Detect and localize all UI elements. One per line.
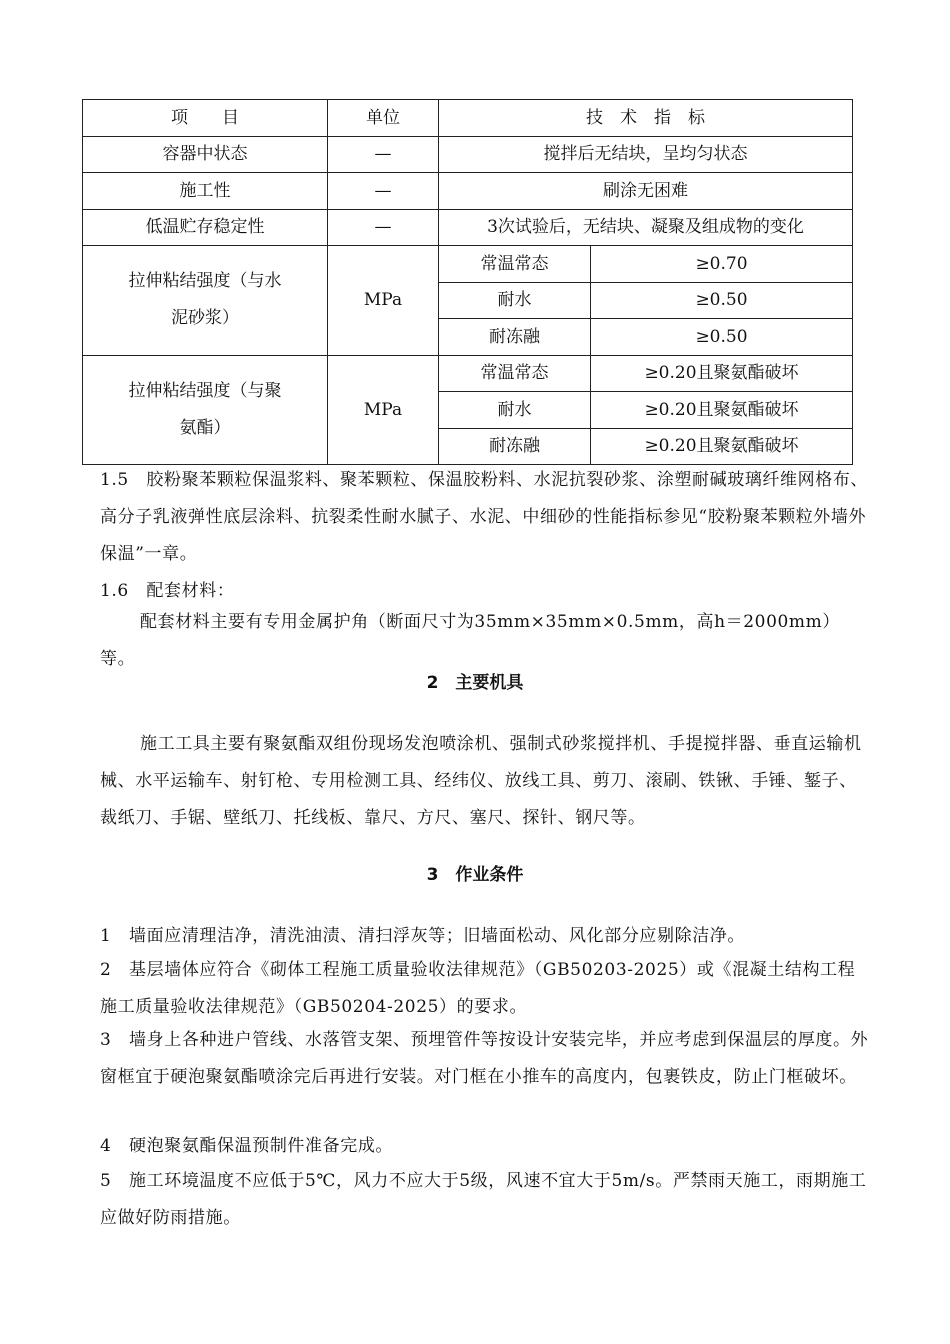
paragraph-1-6-body: 配套材料主要有专用金属护角（断面尺寸为35mm×35mm×0.5mm，高h＝2000mm）等。 [100,612,840,669]
header-spec: 技 术 指 标 [439,100,853,137]
cell-value: ≥0.20且聚氨酯破坏 [591,355,853,392]
section-heading-tools: 2 主要机具 [426,673,524,693]
cell-condition: 耐冻融 [439,428,591,465]
condition-item-4: 4 硬泡聚氨酯保温预制件准备完成。 [100,1136,394,1156]
cell-spec: 刷涂无困难 [439,173,853,210]
header-item: 项 目 [83,100,328,137]
cell-spec: 搅拌后无结块，呈均匀状态 [439,136,853,173]
cell-condition: 常温常态 [439,355,591,392]
cell-item: 施工性 [83,173,328,210]
cell-unit: — [328,173,439,210]
cell-value: ≥0.20且聚氨酯破坏 [591,428,853,465]
paragraph-1-5: 1.5 胶粉聚苯颗粒保温浆料、聚苯颗粒、保温胶粉料、水泥抗裂砂浆、涂塑耐碱玻璃纤维网格布、高分子乳液弹性底层涂料、抗裂柔性耐水腻子、水泥、中细砂的性能指标参见“胶粉聚苯颗粒外墙外保温”一章。 [100,470,869,564]
table-row [83,246,853,283]
cell-condition: 耐水 [439,282,591,319]
table-row [83,209,853,246]
cell-item: 低温贮存稳定性 [83,209,328,246]
performance-spec-table [82,99,853,465]
paragraph-1-6-title: 1.6 配套材料： [100,581,235,601]
cell-item-group2: 拉伸粘结强度（与聚氨酯） [83,355,328,465]
table-row [83,136,853,173]
cell-value: ≥0.70 [591,246,853,283]
cell-condition: 常温常态 [439,246,591,283]
cell-item-group1: 拉伸粘结强度（与水泥砂浆） [83,246,328,356]
cell-value: ≥0.50 [591,282,853,319]
cell-unit: — [328,136,439,173]
section-heading-conditions: 3 作业条件 [426,865,524,885]
cell-spec: 3次试验后，无结块、凝聚及组成物的变化 [439,209,853,246]
condition-item-2: 2 基层墙体应符合《砌体工程施工质量验收法律规范》（GB50203-2025）或《混凝土结构工程施工质量验收法律规范》（GB50204-2025）的要求。 [100,960,856,1017]
paragraph-tools: 施工工具主要有聚氨酯双组份现场发泡喷涂机、强制式砂浆搅拌机、手提搅拌器、垂直运输机械、水平运输车、射钉枪、专用检测工具、经纬仪、放线工具、剪刀、滚刷、铁锹、手锤、錾子、裁纸刀、手锯、壁纸刀、托线板、靠尺、方尺、塞尺、探针、钢尺等。 [100,734,862,828]
cell-condition: 耐水 [439,392,591,429]
cell-unit: — [328,209,439,246]
cell-item: 容器中状态 [83,136,328,173]
condition-item-5: 5 施工环境温度不应低于5℃，风力不应大于5级，风速不宜大于5m/s。严禁雨天施工，雨期施工应做好防雨措施。 [100,1171,867,1228]
table-row [83,173,853,210]
table-row [83,355,853,392]
cell-condition: 耐冻融 [439,319,591,356]
condition-item-1: 1 墙面应清理洁净，清洗油渍、清扫浮灰等；旧墙面松动、风化部分应剔除洁净。 [100,926,746,946]
cell-unit-group1: MPa [328,246,439,356]
table-header-row [83,100,853,137]
cell-unit-group2: MPa [328,355,439,465]
condition-item-3: 3 墙身上各种进户管线、水落管支架、预埋管件等按设计安装完毕，并应考虑到保温层的厚度。外窗框宜于硬泡聚氨酯喷涂完后再进行安装。对门框在小推车的高度内，包裹铁皮，防止门框破坏。 [100,1030,869,1087]
header-unit: 单位 [328,100,439,137]
cell-value: ≥0.50 [591,319,853,356]
cell-value: ≥0.20且聚氨酯破坏 [591,392,853,429]
